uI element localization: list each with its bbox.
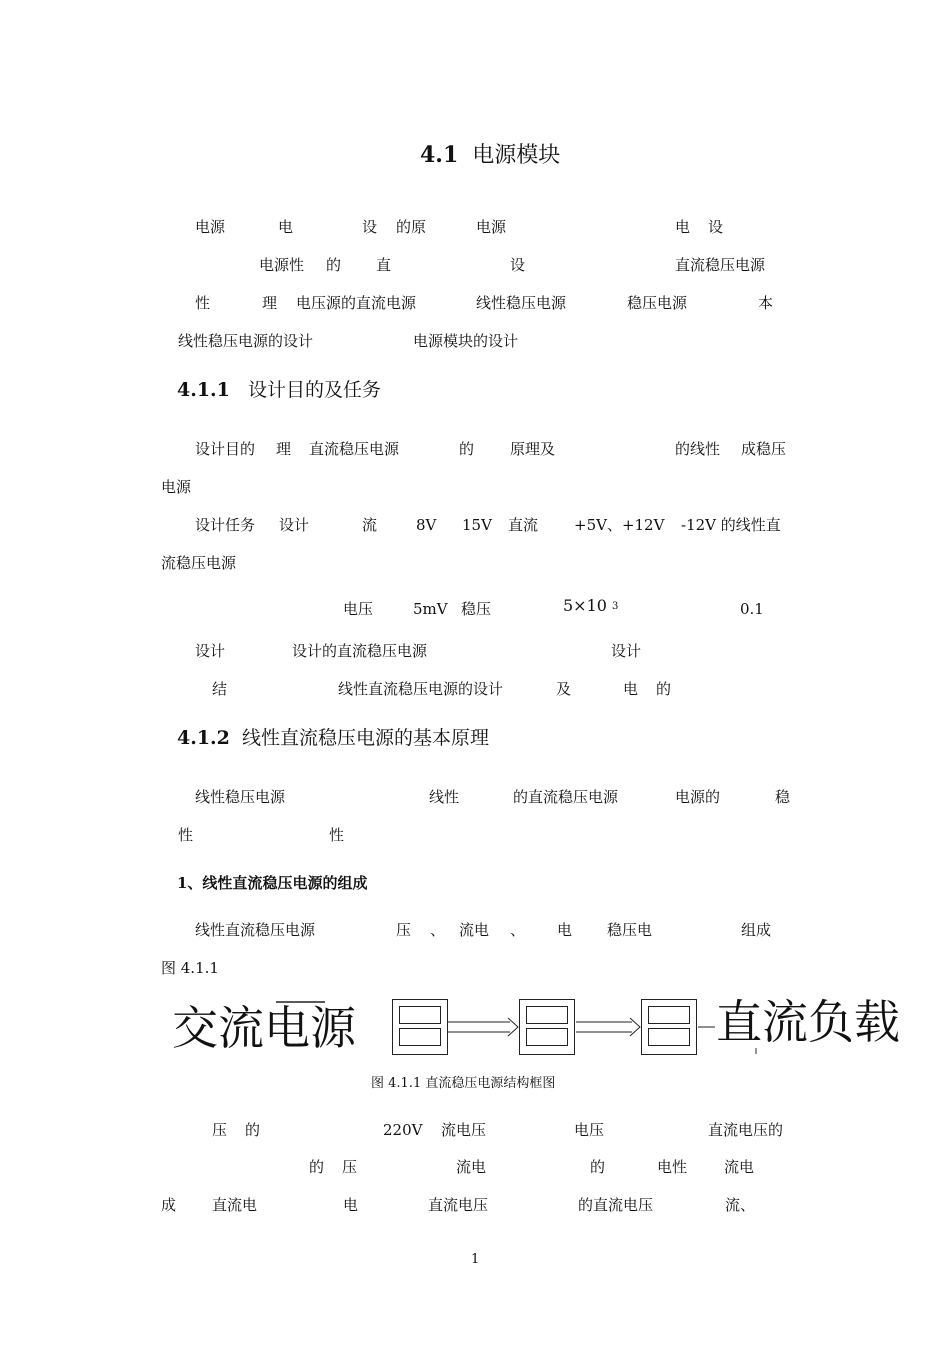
text-fragment: 直流稳压电源 bbox=[309, 440, 400, 458]
text-fragment: 稳压电 bbox=[607, 921, 653, 939]
text-fragment: 、 bbox=[510, 921, 526, 939]
block-inner-top bbox=[399, 1006, 441, 1024]
text-fragment: 的原 bbox=[396, 218, 427, 236]
section-number: 4.1 bbox=[420, 142, 459, 168]
text-fragment: 直流电压 bbox=[428, 1196, 489, 1214]
text-fragment: 设 bbox=[362, 218, 378, 236]
text-fragment: 电源的 bbox=[675, 788, 721, 806]
figure-caption: 图 4.1.1 直流稳压电源结构框图 bbox=[371, 1076, 556, 1091]
text-fragment: 稳压 bbox=[461, 600, 492, 618]
text-fragment: 设计任务 bbox=[195, 516, 256, 534]
text-fragment: 流电 bbox=[459, 921, 490, 939]
block-inner-top bbox=[526, 1006, 568, 1024]
composition-subheading-text: 1、线性直流稳压电源的组成 bbox=[177, 874, 368, 892]
text-fragment: 电 bbox=[343, 1196, 359, 1214]
text-fragment: 直流电压的 bbox=[708, 1121, 784, 1139]
dc-load-label: 直流负载 bbox=[716, 995, 900, 1049]
text-fragment: 流电 bbox=[456, 1158, 487, 1176]
text-fragment: 性 bbox=[178, 826, 194, 844]
text-fragment: 成稳压 bbox=[741, 440, 787, 458]
text-fragment: 8V bbox=[416, 516, 437, 534]
section-heading bbox=[420, 142, 560, 169]
formula-base: 5×10 bbox=[563, 596, 607, 615]
text-fragment: 线性稳压电源 bbox=[476, 294, 567, 312]
page-number: 1 bbox=[471, 1252, 480, 1267]
text-fragment: 线性直流稳压电源的设计 bbox=[338, 680, 504, 698]
text-fragment: 性 bbox=[329, 826, 345, 844]
block-inner-bottom bbox=[648, 1028, 690, 1046]
text-fragment: 15V bbox=[462, 516, 492, 534]
text-fragment: 、 bbox=[430, 921, 446, 939]
text-fragment: 的直流稳压电源 bbox=[513, 788, 619, 806]
text-fragment: 设计 bbox=[195, 642, 226, 660]
text-fragment: -12V 的线性直 bbox=[681, 516, 781, 534]
text-fragment: 电 bbox=[278, 218, 294, 236]
regulator-block bbox=[641, 999, 697, 1055]
text-fragment: 的 bbox=[326, 256, 342, 274]
text-fragment: 电源性 bbox=[259, 256, 305, 274]
ac-source-label: 交流电源 bbox=[172, 1001, 356, 1055]
subsection-number: 4.1.2 bbox=[177, 727, 230, 749]
text-fragment: 电压源的直流电源 bbox=[296, 294, 417, 312]
text-fragment: 直流 bbox=[508, 516, 539, 534]
transformer-block bbox=[392, 999, 448, 1055]
text-fragment: 稳压电源 bbox=[627, 294, 688, 312]
composition-subheading bbox=[177, 874, 367, 892]
text-fragment: 图 4.1.1 bbox=[161, 959, 219, 977]
text-fragment: 及 bbox=[556, 680, 572, 698]
text-fragment: 的直流电压 bbox=[578, 1196, 654, 1214]
text-fragment: 的线性 bbox=[675, 440, 721, 458]
text-fragment: 线性稳压电源的设计 bbox=[178, 332, 314, 350]
text-fragment: 稳 bbox=[775, 788, 791, 806]
text-fragment: 电源 bbox=[161, 478, 192, 496]
text-fragment: 理 bbox=[262, 294, 278, 312]
text-fragment: 电性 bbox=[657, 1158, 688, 1176]
text-fragment: 设 bbox=[708, 218, 724, 236]
text-fragment: 组成 bbox=[741, 921, 772, 939]
subsection-number: 4.1.1 bbox=[177, 379, 230, 401]
text-fragment: 本 bbox=[758, 294, 774, 312]
text-fragment: 流电 bbox=[724, 1158, 755, 1176]
text-fragment: 电源 bbox=[476, 218, 507, 236]
formula-value bbox=[563, 597, 618, 618]
text-fragment: 电压 bbox=[343, 600, 374, 618]
text-fragment: 220V bbox=[383, 1121, 423, 1139]
text-fragment: 压 bbox=[212, 1121, 228, 1139]
subsection-heading-4-1-2 bbox=[177, 726, 489, 750]
text-fragment: 成 bbox=[161, 1196, 177, 1214]
text-fragment: 线性直流稳压电源 bbox=[195, 921, 316, 939]
text-fragment: 理 bbox=[276, 440, 292, 458]
text-fragment: 电源模块的设计 bbox=[413, 332, 519, 350]
section-title: 电源模块 bbox=[472, 143, 561, 168]
text-fragment: 的 bbox=[656, 680, 672, 698]
text-fragment: 压 bbox=[396, 921, 412, 939]
text-fragment: 0.1 bbox=[740, 600, 764, 618]
text-fragment: 直流稳压电源 bbox=[675, 256, 766, 274]
text-fragment: 的 bbox=[459, 440, 475, 458]
text-fragment: 电压 bbox=[574, 1121, 605, 1139]
text-fragment: +5V、+12V bbox=[574, 516, 665, 534]
text-fragment: 流稳压电源 bbox=[161, 554, 237, 572]
subsection-title: 设计目的及任务 bbox=[248, 379, 382, 401]
text-fragment: 直 bbox=[376, 256, 392, 274]
text-fragment: 压 bbox=[342, 1158, 358, 1176]
block-inner-top bbox=[648, 1006, 690, 1024]
text-fragment: 设计 bbox=[611, 642, 642, 660]
text-fragment: 流 bbox=[362, 516, 378, 534]
text-fragment: 5mV bbox=[413, 600, 448, 618]
text-fragment: 电源 bbox=[195, 218, 226, 236]
text-fragment: 设计目的 bbox=[195, 440, 256, 458]
text-fragment: 电 bbox=[675, 218, 691, 236]
block-inner-bottom bbox=[399, 1028, 441, 1046]
text-fragment: 性 bbox=[195, 294, 211, 312]
text-fragment: 电 bbox=[557, 921, 573, 939]
subsection-title: 线性直流稳压电源的基本原理 bbox=[241, 727, 489, 749]
text-fragment: 设计 bbox=[279, 516, 310, 534]
text-fragment: 线性 bbox=[429, 788, 460, 806]
text-fragment: 的 bbox=[309, 1158, 325, 1176]
text-fragment: 流、 bbox=[725, 1196, 756, 1214]
text-fragment: 设计的直流稳压电源 bbox=[292, 642, 428, 660]
text-fragment: 结 bbox=[212, 680, 228, 698]
text-fragment: 的 bbox=[590, 1158, 606, 1176]
text-fragment: 直流电 bbox=[212, 1196, 258, 1214]
rectifier-block bbox=[519, 999, 575, 1055]
text-fragment: 设 bbox=[510, 256, 526, 274]
text-fragment: 线性稳压电源 bbox=[195, 788, 286, 806]
text-fragment: 原理及 bbox=[510, 440, 556, 458]
subsection-heading-4-1-1 bbox=[177, 378, 381, 402]
formula-exponent: 3 bbox=[612, 601, 619, 612]
text-fragment: 的 bbox=[245, 1121, 261, 1139]
text-fragment: 电 bbox=[623, 680, 639, 698]
text-fragment: 流电压 bbox=[441, 1121, 487, 1139]
block-inner-bottom bbox=[526, 1028, 568, 1046]
